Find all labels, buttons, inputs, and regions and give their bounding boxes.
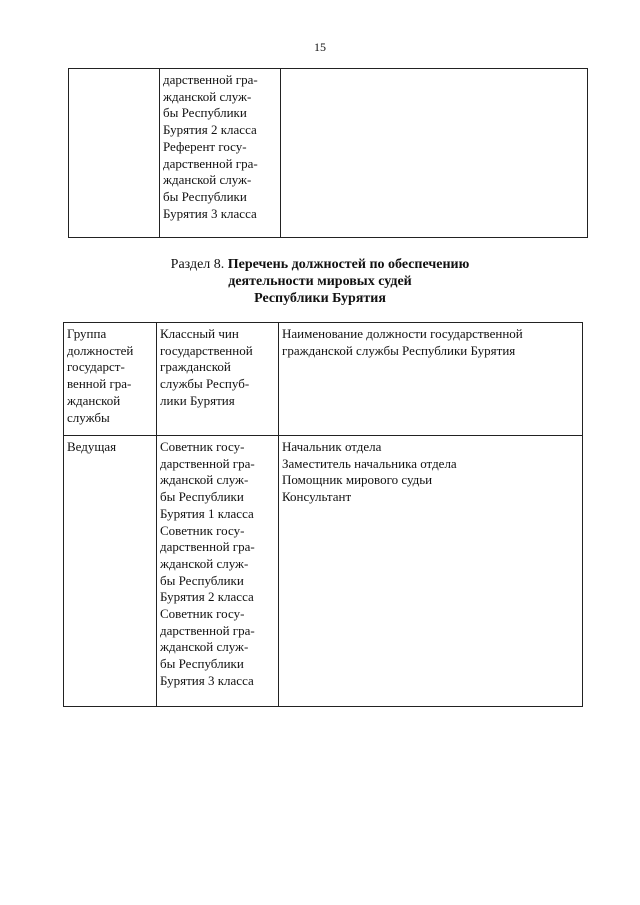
cell-class-rank: Советник госу- дарственной гра- жданской служ- бы Республики Бурятия 1 класса Советник госу- дарственной гра- жданской служ- бы Республики Бурятия 2 класса Советник госу- дарственной гра- жданской служ- бы Республики Бурятия 3 класса (157, 436, 279, 707)
section-title-line-2: деятельности мировых судей (228, 274, 412, 289)
table-cell-class-rank: дарственной гра- жданской служ- бы Республики Бурятия 2 класса Референт госу- дарственной гра- жданской служ- бы Республики Бурятия 3 класса (160, 69, 281, 238)
table-row (69, 69, 588, 238)
section-title (0, 256, 640, 307)
table-cell-positions (281, 69, 588, 238)
table-cell-group (69, 69, 160, 238)
table-row (64, 436, 583, 707)
continued-table (68, 68, 588, 238)
section-title-line-1: Перечень должностей по обеспечению (227, 257, 470, 272)
page-number: 15 (314, 40, 326, 54)
table-header-row (64, 323, 583, 436)
section-title-line-3: Республики Бурятия (254, 291, 386, 306)
cell-group: Ведущая (64, 436, 157, 707)
header-group: Группа должностей государст- венной гра- жданской службы (64, 323, 157, 436)
header-class-rank: Классный чин государственной гражданской службы Респуб- лики Бурятия (157, 323, 279, 436)
header-position-name: Наименование должности государственной гражданской службы Республики Бурятия (279, 323, 583, 436)
cell-positions: Начальник отдела Заместитель начальника отдела Помощник мирового судьи Консультант (279, 436, 583, 707)
section-number: Раздел 8. (170, 257, 225, 272)
positions-table (63, 322, 583, 707)
